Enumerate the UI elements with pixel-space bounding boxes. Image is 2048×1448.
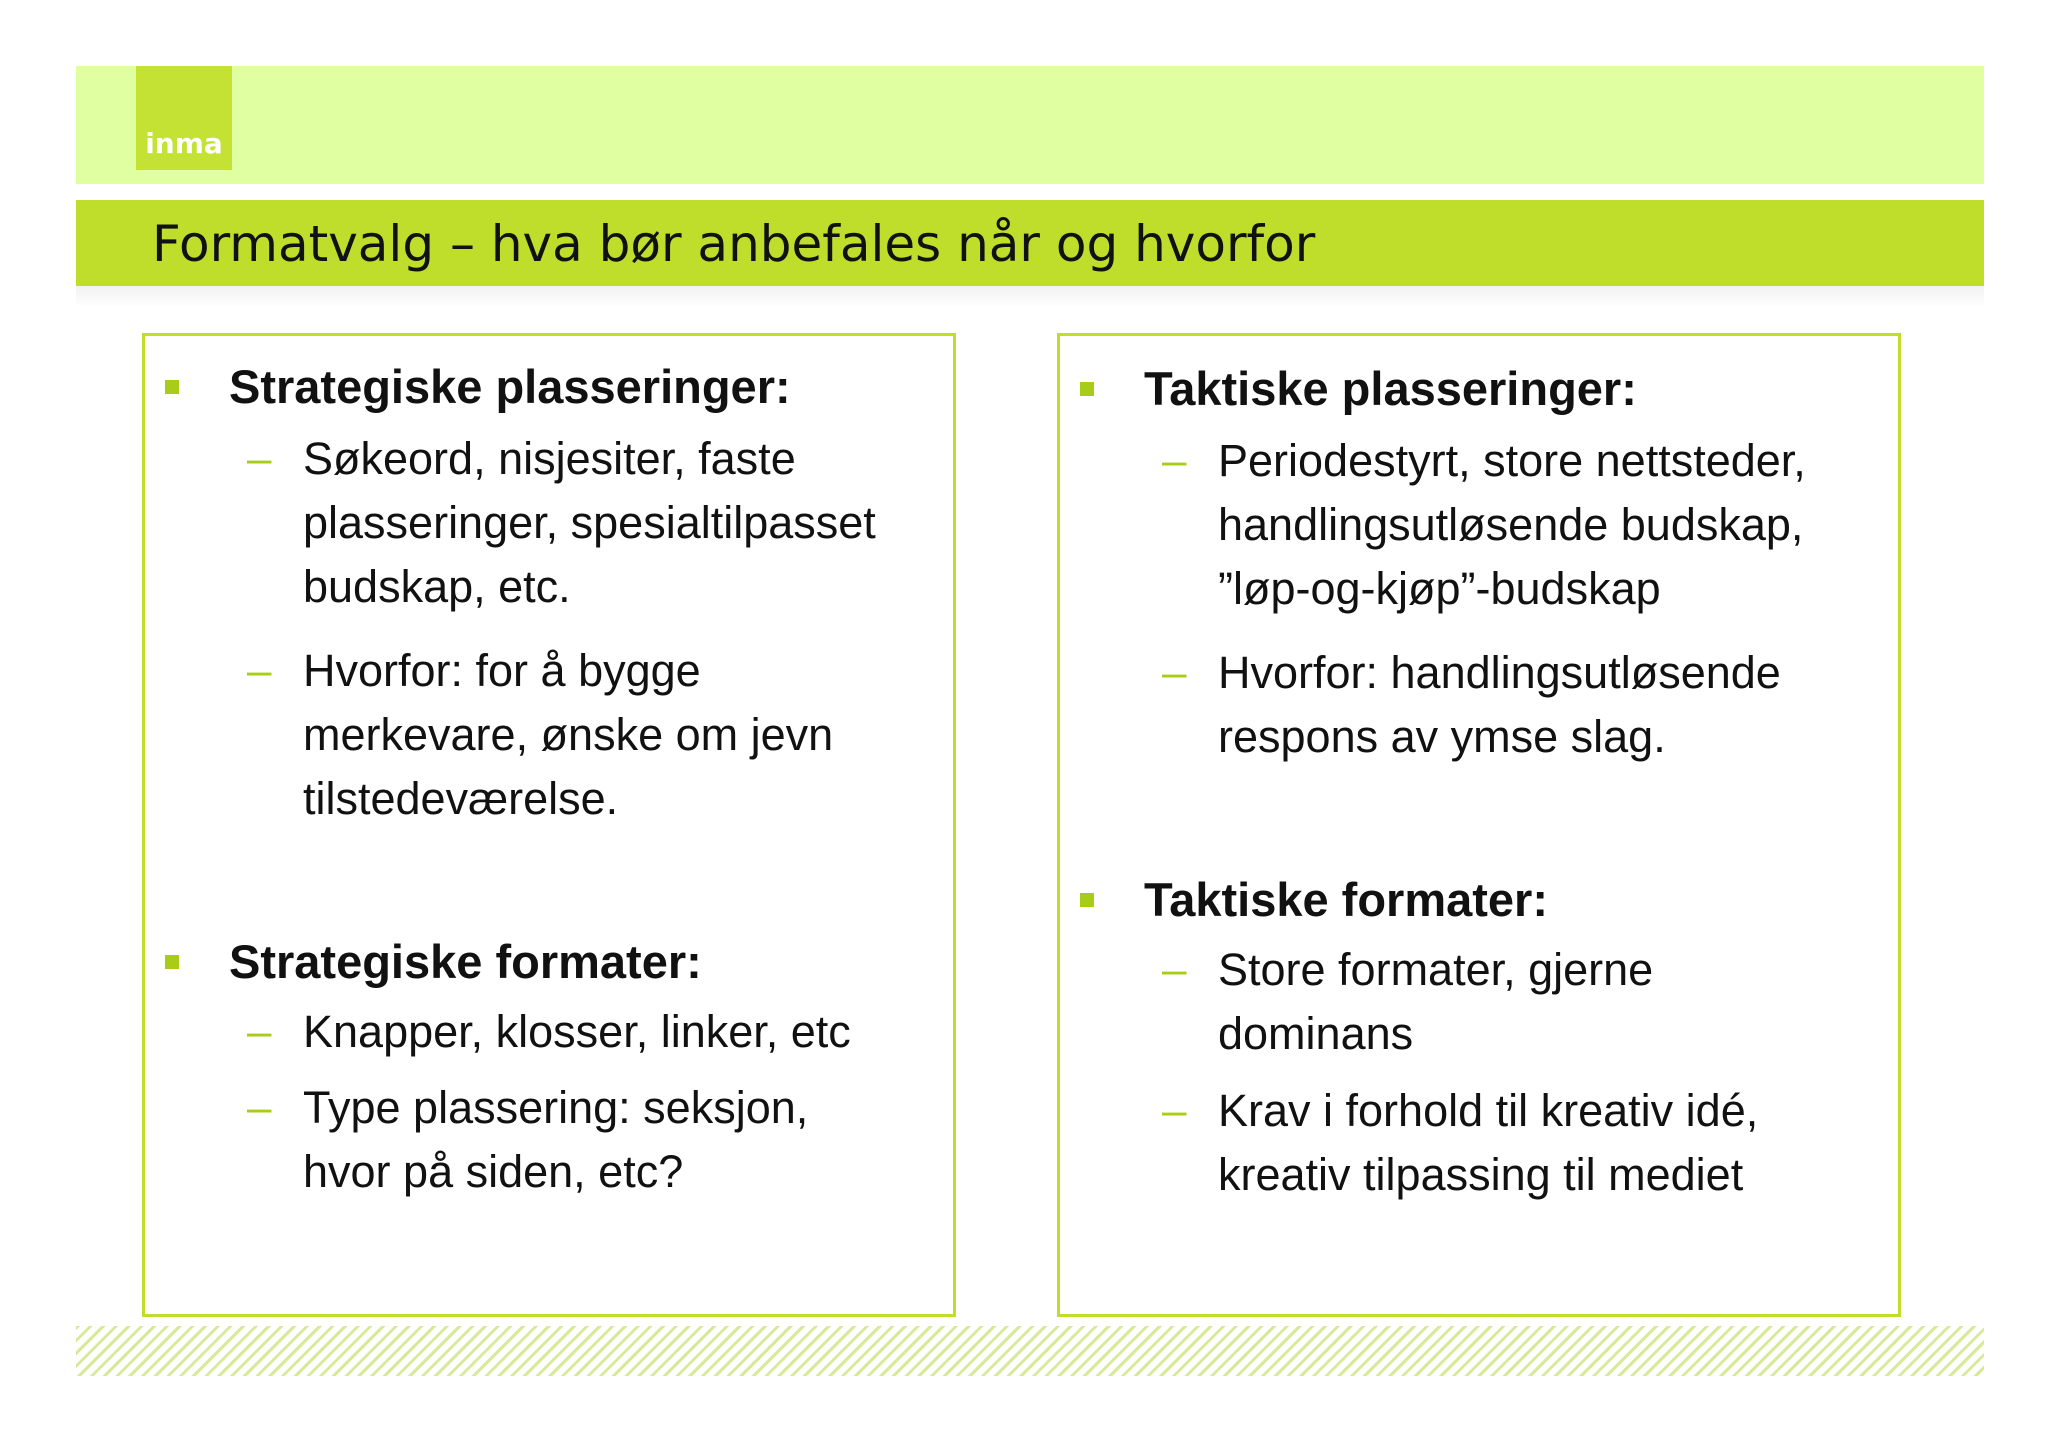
footer-hatch-band: [76, 1326, 1984, 1376]
item-line: plasseringer, spesialtilpasset: [303, 497, 876, 548]
square-bullet-icon: [165, 955, 179, 969]
item-line: Store formater, gjerne: [1218, 944, 1654, 995]
item-line: Periodestyrt, store nettsteder,: [1218, 435, 1806, 486]
section-heading: [1080, 871, 1548, 929]
dash-bullet-icon: –: [1162, 648, 1187, 697]
section-heading: [165, 933, 702, 991]
dash-bullet-icon: –: [1162, 945, 1187, 994]
dash-bullet-icon: –: [1162, 1086, 1187, 1135]
item-line: respons av ymse slag.: [1218, 711, 1666, 762]
tactical-panel: [1057, 333, 1901, 1317]
list-item: [247, 639, 833, 831]
item-line: Hvorfor: handlingsutløsende: [1218, 647, 1781, 698]
logo-text: inma: [145, 127, 223, 160]
header-band: [76, 66, 1984, 184]
square-bullet-icon: [1080, 893, 1094, 907]
list-item: [247, 1076, 808, 1204]
title-shadow: [76, 286, 1984, 308]
square-bullet-icon: [165, 380, 179, 394]
item-line: Krav i forhold til kreativ idé,: [1218, 1085, 1759, 1136]
heading-text: Strategiske plasseringer:: [229, 360, 791, 413]
dash-bullet-icon: –: [247, 1007, 272, 1056]
list-item: [247, 427, 876, 619]
section-heading: [165, 358, 791, 416]
heading-text: Taktiske formater:: [1144, 873, 1548, 926]
item-line: kreativ tilpassing til mediet: [1218, 1149, 1744, 1200]
square-bullet-icon: [1080, 382, 1094, 396]
heading-text: Taktiske plasseringer:: [1144, 362, 1637, 415]
slide-title: Formatvalg – hva bør anbefales når og hvorfor: [152, 215, 1316, 273]
item-line: Søkeord, nisjesiter, faste: [303, 433, 796, 484]
inma-logo: [136, 66, 232, 170]
strategic-panel: [142, 333, 956, 1317]
list-item: [1162, 429, 1806, 621]
item-line: dominans: [1218, 1008, 1414, 1059]
item-line: Knapper, klosser, linker, etc: [303, 1006, 851, 1057]
dash-bullet-icon: –: [247, 646, 272, 695]
dash-bullet-icon: –: [1162, 436, 1187, 485]
item-line: Hvorfor: for å bygge: [303, 645, 701, 696]
title-bar: [76, 200, 1984, 286]
item-line: merkevare, ønske om jevn: [303, 709, 834, 760]
item-line: Type plassering: seksjon,: [303, 1082, 809, 1133]
section-heading: [1080, 360, 1637, 418]
heading-text: Strategiske formater:: [229, 935, 702, 988]
item-line: handlingsutløsende budskap,: [1218, 499, 1804, 550]
dash-bullet-icon: –: [247, 1083, 272, 1132]
dash-bullet-icon: –: [247, 434, 272, 483]
list-item: [1162, 938, 1653, 1066]
list-item: [1162, 641, 1781, 769]
item-line: hvor på siden, etc?: [303, 1146, 684, 1197]
list-item: [1162, 1079, 1758, 1207]
item-line: budskap, etc.: [303, 561, 571, 612]
item-line: ”løp-og-kjøp”-budskap: [1218, 563, 1661, 614]
item-line: tilstedeværelse.: [303, 773, 619, 824]
list-item: [247, 1000, 851, 1064]
